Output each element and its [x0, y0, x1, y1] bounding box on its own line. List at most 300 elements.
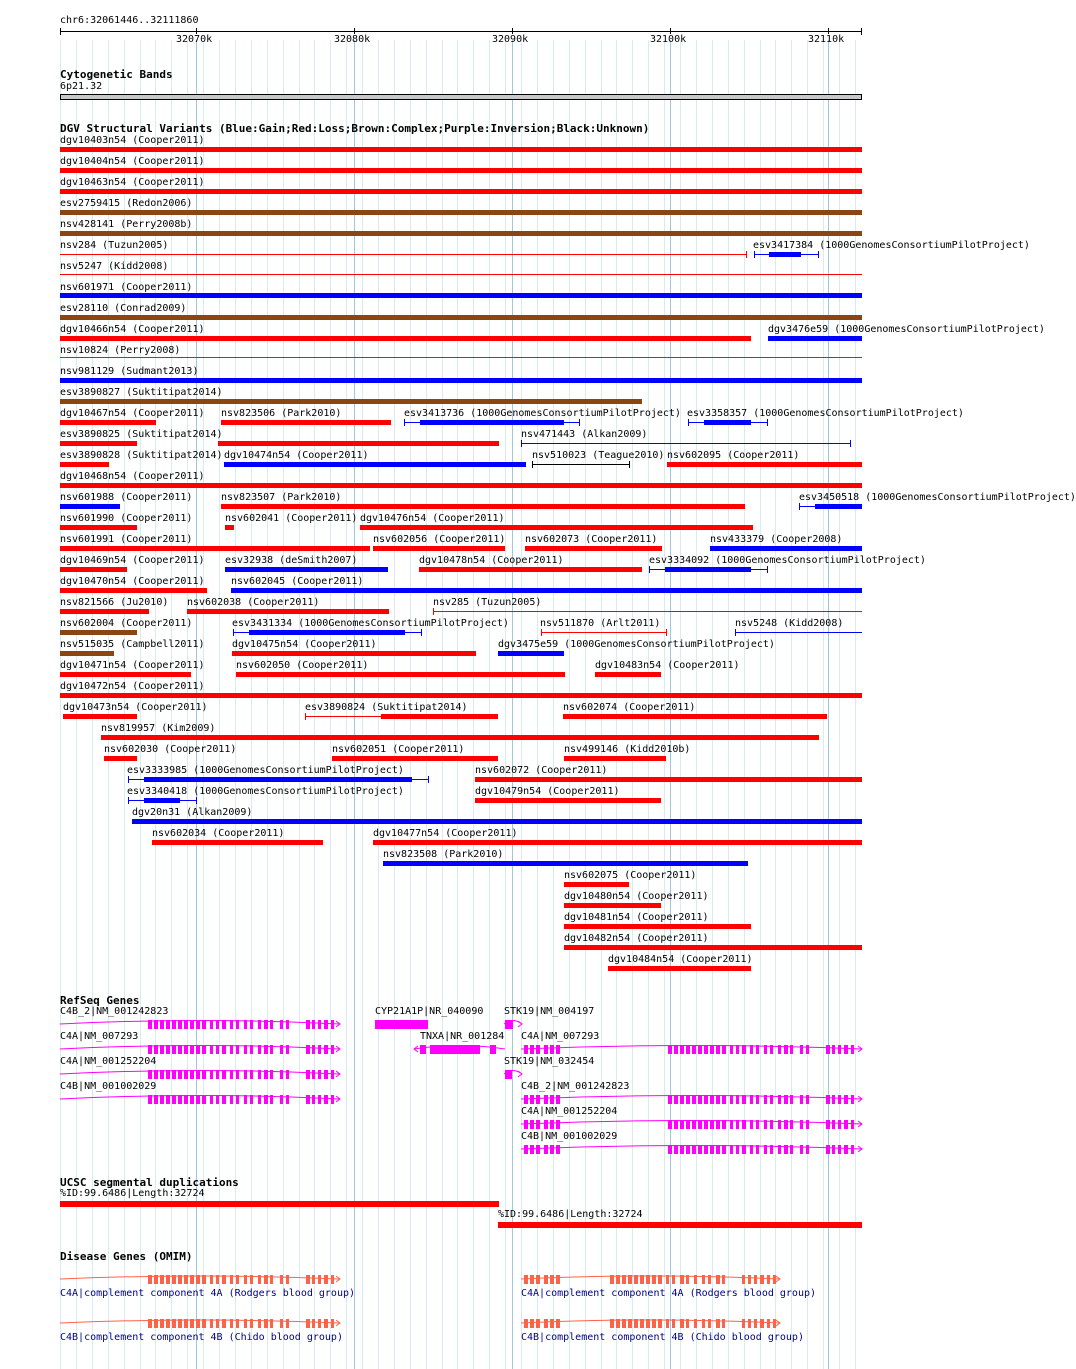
exon-block: [716, 1145, 720, 1154]
variant-label: nsv5247 (Kidd2008): [60, 261, 169, 272]
variant-tick: [521, 440, 522, 447]
variant-bar[interactable]: [231, 588, 862, 593]
exon-block: [148, 1275, 152, 1284]
exon-block: [750, 1045, 753, 1054]
variant-label: esv3340418 (1000GenomesConsortiumPilotProject): [127, 786, 404, 797]
exon-block: [172, 1095, 176, 1104]
segdup-bar[interactable]: [60, 1201, 499, 1207]
variant-bar-start-tick: [233, 629, 234, 636]
exon-block: [756, 1045, 759, 1054]
exon-block: [178, 1275, 182, 1284]
exon-block: [286, 1070, 289, 1079]
variant-bar[interactable]: [60, 504, 120, 509]
variant-bar[interactable]: [60, 462, 109, 467]
exon-block: [230, 1070, 233, 1079]
exon-block: [764, 1120, 767, 1129]
variant-label: esv3333985 (1000GenomesConsortiumPilotProject): [127, 765, 404, 776]
variant-bar[interactable]: [710, 546, 862, 551]
exon-block: [844, 1045, 848, 1054]
gene-label: C4B_2|NM_001242823: [60, 1006, 169, 1017]
variant-bar[interactable]: [132, 819, 862, 824]
exon-block: [172, 1020, 176, 1029]
grid-line: [251, 40, 252, 1369]
variant-bar[interactable]: [60, 588, 207, 593]
cytoband-band-label: 6p21.32: [60, 81, 103, 92]
variant-bar[interactable]: [60, 168, 862, 173]
variant-label: esv3890824 (Suktitipat2014): [305, 702, 468, 713]
variant-bar[interactable]: [815, 504, 862, 509]
variant-bar[interactable]: [225, 525, 234, 530]
variant-bar[interactable]: [232, 651, 476, 656]
exon-block: [190, 1070, 194, 1079]
variant-label: dgv3476e59 (1000GenomesConsortiumPilotProject): [768, 324, 1045, 335]
grid-line: [219, 40, 220, 1369]
variant-label: nsv602072 (Cooper2011): [475, 765, 608, 776]
exon-block: [722, 1095, 726, 1104]
strand-arrow: [858, 1146, 862, 1152]
exon-block: [851, 1145, 854, 1154]
exon-block: [730, 1095, 733, 1104]
variant-bar[interactable]: [60, 609, 149, 614]
variant-bar[interactable]: [373, 840, 862, 845]
variant-bar[interactable]: [60, 147, 862, 152]
exon-block: [190, 1045, 194, 1054]
grid-line: [537, 40, 538, 1369]
variant-bar[interactable]: [63, 714, 137, 719]
exon-block: [556, 1319, 560, 1328]
variant-label: nsv602074 (Cooper2011): [563, 702, 696, 713]
omim-track-title: Disease Genes (OMIM): [60, 1250, 193, 1263]
intron-line: [521, 1276, 780, 1279]
variant-bar[interactable]: [595, 672, 661, 677]
variant-bar[interactable]: [60, 651, 114, 656]
exon-block: [210, 1045, 213, 1054]
segdup-label: %ID:99.6486|Length:32724: [60, 1188, 205, 1199]
exon-block: [556, 1275, 560, 1284]
gene-label: STK19|NM_004197: [504, 1006, 595, 1017]
variant-label: nsv823508 (Park2010): [383, 849, 504, 860]
variant-bar[interactable]: [60, 483, 862, 488]
variant-bar[interactable]: [60, 378, 862, 383]
exon-block: [318, 1275, 321, 1284]
gene-label: C4A|NM_007293: [60, 1031, 139, 1042]
exon-block: [756, 1145, 759, 1154]
variant-label: nsv602075 (Cooper2011): [564, 870, 697, 881]
exon-block: [306, 1095, 310, 1104]
exon-block: [544, 1145, 548, 1154]
variant-bar[interactable]: [525, 546, 662, 551]
variant-bar[interactable]: [360, 525, 753, 530]
exon-block: [166, 1275, 170, 1284]
variant-bar[interactable]: [60, 399, 642, 404]
exon-block: [778, 1045, 781, 1054]
variant-bar[interactable]: [564, 945, 862, 950]
exon-block: [686, 1275, 689, 1284]
intron-line: [521, 1121, 862, 1125]
exon-block: [306, 1275, 310, 1284]
exon-block: [544, 1319, 548, 1328]
exon-block: [530, 1145, 534, 1154]
exon-block: [166, 1070, 170, 1079]
ruler-left-arrow: [60, 28, 61, 35]
variant-label: dgv10470n54 (Cooper2011): [60, 576, 205, 587]
variant-bar[interactable]: [104, 756, 137, 761]
variant-label: dgv3475e59 (1000GenomesConsortiumPilotProject): [498, 639, 775, 650]
variant-label: nsv284 (Tuzun2005): [60, 240, 169, 251]
exon-block: [544, 1045, 548, 1054]
variant-bar[interactable]: [769, 252, 801, 257]
variant-label: nsv601971 (Cooper2011): [60, 282, 193, 293]
cytoband-ideogram[interactable]: [60, 94, 862, 100]
exon-block: [318, 1045, 321, 1054]
exon-block: [244, 1095, 247, 1104]
variant-tick: [305, 713, 306, 720]
exon-block: [702, 1275, 705, 1284]
gene-label: C4A|NM_001252204: [60, 1056, 157, 1067]
variant-label: dgv10468n54 (Cooper2011): [60, 471, 205, 482]
segdup-track-title: UCSC segmental duplications: [60, 1176, 239, 1189]
cytoband-track-title: Cytogenetic Bands: [60, 68, 173, 81]
exon-block: [148, 1020, 152, 1029]
exon-block: [160, 1319, 164, 1328]
omim-label: C4A|complement component 4A (Rodgers blood group): [521, 1288, 817, 1299]
variant-bar-end-tick: [428, 776, 429, 783]
exon-block: [686, 1319, 689, 1328]
variant-bar[interactable]: [60, 231, 862, 236]
exon-block: [770, 1145, 773, 1154]
variant-bar[interactable]: [768, 336, 862, 341]
gene-label: C4B_2|NM_001242823: [521, 1081, 630, 1092]
variant-bar[interactable]: [381, 714, 498, 719]
variant-bar[interactable]: [221, 420, 391, 425]
exon-block: [530, 1120, 534, 1129]
grid-line: [473, 40, 474, 1369]
exon-block: [686, 1120, 690, 1129]
exon-block: [674, 1145, 678, 1154]
variant-label: nsv602038 (Cooper2011): [187, 597, 320, 608]
exon-block: [767, 1319, 770, 1328]
variant-tick: [799, 503, 800, 510]
exon-block: [698, 1045, 702, 1054]
exon-block: [230, 1275, 233, 1284]
exon-block: [230, 1020, 233, 1029]
variant-bar-thin: [60, 274, 862, 275]
variant-bar[interactable]: [608, 966, 751, 971]
exon-block: [178, 1070, 182, 1079]
variant-label: nsv471443 (Alkan2009): [521, 429, 648, 440]
variant-bar-start-tick: [128, 776, 129, 783]
variant-bar-end-tick: [767, 566, 768, 573]
variant-bar-thin: [532, 464, 629, 465]
exon-block: [610, 1275, 614, 1284]
grid-line: [521, 40, 522, 1369]
exon-block: [674, 1095, 678, 1104]
exon-block: [178, 1045, 182, 1054]
variant-bar[interactable]: [236, 672, 565, 677]
variant-bar[interactable]: [249, 630, 405, 635]
gene-exon-block[interactable]: [375, 1020, 428, 1029]
exon-block: [674, 1045, 678, 1054]
variant-label: nsv601988 (Cooper2011): [60, 492, 193, 503]
exon-block: [716, 1120, 720, 1129]
exon-block: [148, 1045, 152, 1054]
variant-label: nsv601990 (Cooper2011): [60, 513, 193, 524]
exon-block: [178, 1319, 182, 1328]
variant-bar[interactable]: [60, 525, 137, 530]
ruler-tick-label: 32080k: [334, 34, 371, 45]
exon-block: [331, 1319, 334, 1328]
variant-bar[interactable]: [475, 798, 661, 803]
exon-block: [178, 1020, 182, 1029]
exon-block: [524, 1275, 528, 1284]
variant-tick: [666, 629, 667, 636]
exon-block: [230, 1045, 233, 1054]
exon-block: [324, 1275, 328, 1284]
exon-block: [851, 1120, 854, 1129]
variant-label: dgv10480n54 (Cooper2011): [564, 891, 709, 902]
variant-bar[interactable]: [419, 567, 642, 572]
exon-block: [800, 1095, 803, 1104]
exon-block: [686, 1095, 690, 1104]
exon-block: [318, 1095, 321, 1104]
variant-bar[interactable]: [218, 441, 499, 446]
variant-label: dgv10482n54 (Cooper2011): [564, 933, 709, 944]
variant-bar[interactable]: [60, 441, 137, 446]
segdup-bar[interactable]: [498, 1222, 862, 1228]
variant-bar[interactable]: [60, 420, 156, 425]
exon-block: [756, 1120, 759, 1129]
variant-bar[interactable]: [665, 567, 751, 572]
exon-block: [800, 1120, 803, 1129]
exon-block: [270, 1275, 273, 1284]
variant-label: dgv10481n54 (Cooper2011): [564, 912, 709, 923]
exon-block: [222, 1275, 226, 1284]
exon-block: [210, 1095, 213, 1104]
exon-block: [244, 1319, 247, 1328]
variant-bar[interactable]: [332, 756, 498, 761]
variant-bar[interactable]: [60, 546, 370, 551]
exon-block: [610, 1319, 614, 1328]
variant-label: esv32938 (deSmith2007): [225, 555, 358, 566]
variant-tick: [735, 629, 736, 636]
variant-bar[interactable]: [60, 672, 191, 677]
exon-block: [722, 1275, 725, 1284]
variant-bar[interactable]: [225, 567, 388, 572]
exon-block: [331, 1095, 334, 1104]
variant-bar-start-tick: [688, 419, 689, 426]
exon-block: [178, 1095, 182, 1104]
grid-line: [712, 40, 713, 1369]
variant-label: dgv10466n54 (Cooper2011): [60, 324, 205, 335]
variant-bar[interactable]: [60, 630, 137, 635]
variant-bar[interactable]: [60, 567, 127, 572]
variant-label: nsv515035 (Campbell2011): [60, 639, 205, 650]
grid-line: [505, 40, 506, 1369]
variant-label: nsv823506 (Park2010): [221, 408, 342, 419]
exon-block: [698, 1145, 702, 1154]
variant-label: dgv10472n54 (Cooper2011): [60, 681, 205, 692]
exon-block: [306, 1070, 310, 1079]
variant-bar-end-tick: [421, 629, 422, 636]
exon-block: [306, 1319, 310, 1328]
variant-bar[interactable]: [667, 462, 862, 467]
exon-block: [722, 1045, 726, 1054]
exon-block: [672, 1319, 675, 1328]
variant-bar[interactable]: [383, 861, 748, 866]
exon-block: [736, 1145, 739, 1154]
variant-label: esv3334092 (1000GenomesConsortiumPilotProject): [649, 555, 926, 566]
exon-block: [844, 1145, 848, 1154]
exon-block: [286, 1045, 289, 1054]
variant-bar-start-tick: [128, 797, 129, 804]
variant-bar[interactable]: [564, 924, 751, 929]
exon-block: [244, 1020, 247, 1029]
variant-label: dgv10404n54 (Cooper2011): [60, 156, 205, 167]
omim-label: C4B|complement component 4B (Chido blood group): [521, 1332, 804, 1343]
strand-arrow: [336, 1276, 340, 1282]
exon-block: [190, 1319, 194, 1328]
variant-bar[interactable]: [704, 420, 751, 425]
variant-label: dgv10471n54 (Cooper2011): [60, 660, 205, 671]
exon-block: [160, 1020, 164, 1029]
exon-block: [166, 1020, 170, 1029]
exon-block: [652, 1275, 656, 1284]
variant-bar[interactable]: [144, 798, 180, 803]
exon-block: [524, 1120, 528, 1129]
ruler-axis: [60, 31, 862, 32]
exon-block: [722, 1120, 726, 1129]
exon-block: [236, 1275, 239, 1284]
variant-label: dgv10463n54 (Cooper2011): [60, 177, 205, 188]
variant-label: esv3413736 (1000GenomesConsortiumPilotProject): [404, 408, 681, 419]
exon-block: [222, 1045, 226, 1054]
variant-bar[interactable]: [60, 336, 751, 341]
exon-block: [851, 1045, 854, 1054]
exon-block: [172, 1319, 176, 1328]
exon-block: [286, 1319, 289, 1328]
exon-block: [750, 1145, 753, 1154]
exon-block: [530, 1045, 534, 1054]
exon-block: [236, 1095, 239, 1104]
exon-block: [286, 1275, 289, 1284]
variant-label: nsv510023 (Teague2010): [532, 450, 665, 461]
variant-bar[interactable]: [475, 777, 862, 782]
exon-block: [270, 1020, 273, 1029]
variant-label: esv2759415 (Redon2006): [60, 198, 193, 209]
variant-bar[interactable]: [221, 504, 745, 509]
exon-block: [832, 1120, 835, 1129]
variant-label: nsv602041 (Cooper2011): [225, 513, 358, 524]
gene-label: C4B|NM_001002029: [60, 1081, 157, 1092]
exon-block: [784, 1145, 788, 1154]
variant-label: esv3358357 (1000GenomesConsortiumPilotProject): [687, 408, 964, 419]
exon-block: [544, 1095, 548, 1104]
variant-bar-thin: [60, 357, 862, 358]
exon-block: [556, 1120, 560, 1129]
variant-label: dgv10403n54 (Cooper2011): [60, 135, 205, 146]
exon-block: [658, 1319, 662, 1328]
variant-label: dgv20n31 (Alkan2009): [132, 807, 253, 818]
variant-bar[interactable]: [498, 651, 564, 656]
variant-label: dgv10484n54 (Cooper2011): [608, 954, 753, 965]
ruler-tick-label: 32070k: [176, 34, 213, 45]
exon-block: [634, 1275, 638, 1284]
exon-block: [166, 1095, 170, 1104]
intron-line: [521, 1146, 862, 1150]
exon-block: [244, 1045, 247, 1054]
exon-block: [148, 1319, 152, 1328]
variant-label: dgv10483n54 (Cooper2011): [595, 660, 740, 671]
variant-label: nsv602004 (Cooper2011): [60, 618, 193, 629]
refseq-track-title: RefSeq Genes: [60, 994, 140, 1007]
variant-bar-thin: [799, 506, 815, 507]
exon-block: [556, 1045, 560, 1054]
intron-line: [521, 1046, 862, 1050]
variant-bar[interactable]: [564, 882, 629, 887]
variant-label: nsv602034 (Cooper2011): [152, 828, 285, 839]
variant-bar[interactable]: [420, 420, 564, 425]
gene-label: STK19|NM_032454: [504, 1056, 595, 1067]
exon-block: [148, 1095, 152, 1104]
exon-block: [490, 1045, 496, 1054]
variant-bar[interactable]: [373, 546, 505, 551]
exon-block: [286, 1020, 289, 1029]
variant-bar-end-tick: [818, 251, 819, 258]
variant-bar[interactable]: [187, 609, 389, 614]
variant-tick: [541, 629, 542, 636]
grid-line: [489, 40, 490, 1369]
variant-bar[interactable]: [101, 735, 819, 740]
exon-block: [331, 1045, 334, 1054]
exon-block: [306, 1020, 310, 1029]
variant-bar[interactable]: [60, 315, 862, 320]
exon-block: [784, 1095, 788, 1104]
exon-block: [318, 1070, 321, 1079]
exon-block: [784, 1120, 788, 1129]
variant-bar[interactable]: [60, 210, 862, 215]
variant-label: dgv10476n54 (Cooper2011): [360, 513, 505, 524]
exon-block: [674, 1120, 678, 1129]
exon-block: [736, 1120, 739, 1129]
variant-bar[interactable]: [152, 840, 323, 845]
exon-block: [556, 1095, 560, 1104]
variant-bar[interactable]: [564, 903, 661, 908]
exon-block: [318, 1020, 321, 1029]
variant-tick: [850, 440, 851, 447]
variant-bar[interactable]: [60, 693, 862, 698]
variant-bar[interactable]: [60, 189, 862, 194]
variant-label: esv28110 (Conrad2009): [60, 303, 187, 314]
exon-block: [222, 1020, 226, 1029]
variant-bar[interactable]: [60, 293, 862, 298]
variant-tick: [433, 608, 434, 615]
variant-bar[interactable]: [564, 756, 666, 761]
intron-line: [504, 1021, 522, 1025]
exon-block: [160, 1045, 164, 1054]
exon-block: [190, 1275, 194, 1284]
variant-bar[interactable]: [563, 714, 827, 719]
exon-block: [754, 1319, 757, 1328]
exon-block: [736, 1045, 739, 1054]
variant-bar[interactable]: [144, 777, 412, 782]
exon-block: [686, 1145, 690, 1154]
strand-arrow: [776, 1276, 780, 1282]
variant-bar-end-tick: [767, 419, 768, 426]
variant-bar[interactable]: [224, 462, 526, 467]
exon-block: [172, 1045, 176, 1054]
variant-bar-thin: [541, 632, 666, 633]
exon-block: [784, 1045, 788, 1054]
